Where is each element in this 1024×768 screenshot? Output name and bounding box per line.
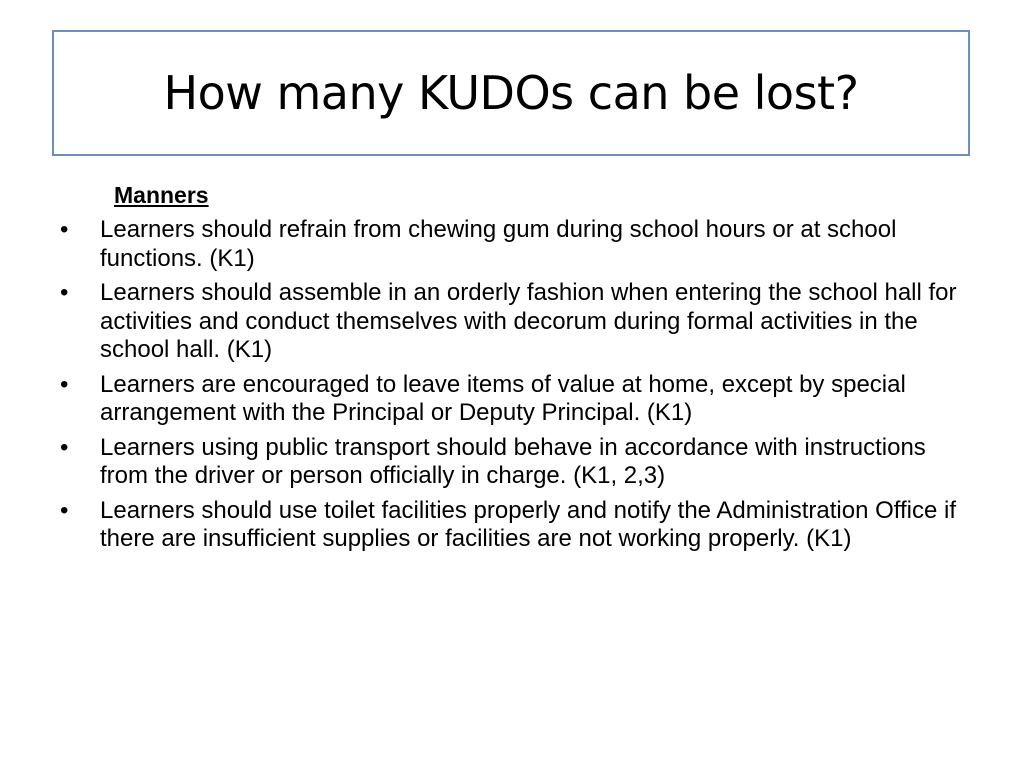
bullet-item [56, 371, 976, 428]
bullet-icon: • [60, 370, 69, 398]
bullet-item [56, 216, 976, 273]
bullet-icon: • [60, 279, 69, 306]
bullet-icon: • [60, 433, 69, 461]
bullet-item [56, 497, 976, 554]
title-box [52, 30, 970, 156]
section-heading: Manners [114, 182, 209, 208]
bullet-item [56, 279, 976, 365]
bullet-text: Learners using public transport should behave in accordance with instructions from the driver or person officially in charge. (K1, 2,3) [100, 433, 926, 489]
bullet-icon: • [60, 216, 69, 243]
bullet-icon: • [60, 496, 69, 524]
bullet-text: Learners should assemble in an orderly fashion when entering the school hall for activities and conduct themselves with decorum during formal activities in the school hall. (K1) [100, 279, 957, 363]
slide-title: How many KUDOs can be lost? [163, 66, 859, 120]
bullet-text: Learners should use toilet facilities properly and notify the Administration Office if there are insufficient supplies or facilities are not working properly. (K1) [100, 496, 957, 552]
bullet-text: Learners are encouraged to leave items of value at home, except by special arrangement with the Principal or Deputy Principal. (K1) [100, 370, 906, 426]
slide-content [56, 180, 976, 560]
bullet-item [56, 434, 976, 491]
bullet-list [56, 216, 976, 554]
bullet-text: Learners should refrain from chewing gum during school hours or at school functions. (K1) [100, 216, 897, 272]
